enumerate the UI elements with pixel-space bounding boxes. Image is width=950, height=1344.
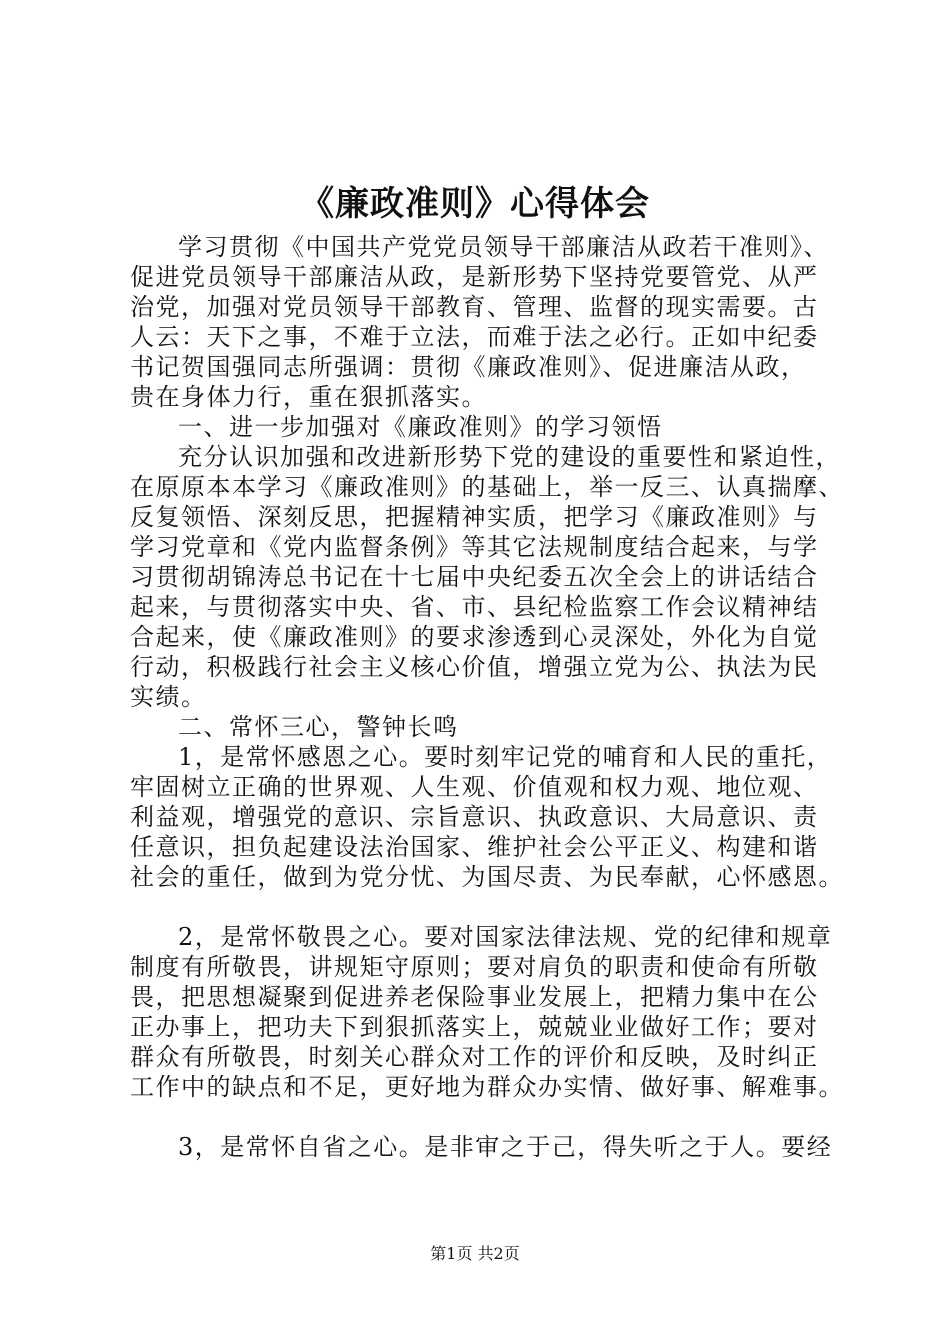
paragraph-1-line-5: 书记贺国强同志所强调：贯彻《廉政准则》、促进廉洁从政， xyxy=(130,353,807,381)
paragraph-2-line-7: 合起来，使《廉政准则》的要求渗透到心灵深处，外化为自觉 xyxy=(130,623,819,651)
paragraph-1-line-1: 学习贯彻《中国共产党党员领导干部廉洁从政若干准则》、 xyxy=(178,233,829,261)
document-title: 《廉政准则》心得体会 xyxy=(300,184,650,224)
section-heading-1: 一、进一步加强对《廉政准则》的学习领悟 xyxy=(178,413,663,441)
section-heading-2: 二、常怀三心，警钟长鸣 xyxy=(178,713,459,741)
paragraph-5-line-1: 3，是常怀自省之心。是非审之于己，得失听之于人。要经 xyxy=(178,1133,833,1161)
paragraph-2-line-8: 行动，积极践行社会主义核心价值，增强立党为公、执法为民 xyxy=(130,653,819,681)
paragraph-2-line-3: 反复领悟、深刻反思，把握精神实质，把学习《廉政准则》与 xyxy=(130,503,819,531)
paragraph-4-line-1: 2，是常怀敬畏之心。要对国家法律法规、党的纪律和规章 xyxy=(178,923,833,951)
paragraph-3-line-5: 社会的重任，做到为党分忧、为国尽责、为民奉献，心怀感恩。 xyxy=(130,863,844,891)
paragraph-4-line-4: 正办事上，把功夫下到狠抓落实上，兢兢业业做好工作；要对 xyxy=(130,1013,819,1041)
paragraph-2-line-2: 在原原本本学习《廉政准则》的基础上，举一反三、认真揣摩、 xyxy=(130,473,844,501)
paragraph-4-line-5: 群众有所敬畏，时刻关心群众对工作的评价和反映，及时纠正 xyxy=(130,1043,819,1071)
paragraph-1-line-2: 促进党员领导干部廉洁从政，是新形势下坚持党要管党、从严 xyxy=(130,263,819,291)
paragraph-3-line-3: 利益观，增强党的意识、宗旨意识、执政意识、大局意识、责 xyxy=(130,803,819,831)
paragraph-2-line-4: 学习党章和《党内监督条例》等其它法规制度结合起来，与学 xyxy=(130,533,819,561)
paragraph-3-line-2: 牢固树立正确的世界观、人生观、价值观和权力观、地位观、 xyxy=(130,773,819,801)
blank-line xyxy=(130,1102,830,1132)
paragraph-3-line-4: 任意识，担负起建设法治国家、维护社会公平正义、构建和谐 xyxy=(130,833,819,861)
paragraph-2-line-9: 实绩。 xyxy=(130,683,207,711)
paragraph-2-line-6: 起来，与贯彻落实中央、省、市、县纪检监察工作会议精神结 xyxy=(130,593,819,621)
paragraph-2-line-5: 习贯彻胡锦涛总书记在十七届中央纪委五次全会上的讲话结合 xyxy=(130,563,819,591)
page-footer: 第1页 共2页 xyxy=(430,1244,520,1263)
document-body xyxy=(130,232,844,1162)
paragraph-2-line-1: 充分认识加强和改进新形势下党的建设的重要性和紧迫性， xyxy=(178,443,841,471)
paragraph-4-line-6: 工作中的缺点和不足，更好地为群众办实情、做好事、解难事。 xyxy=(130,1073,844,1101)
paragraph-1-line-6: 贵在身体力行，重在狠抓落实。 xyxy=(130,383,487,411)
paragraph-1-line-3: 治党，加强对党员领导干部教育、管理、监督的现实需要。古 xyxy=(130,293,819,321)
blank-line xyxy=(130,892,830,922)
paragraph-4-line-2: 制度有所敬畏，讲规矩守原则；要对肩负的职责和使命有所敬 xyxy=(130,953,819,981)
paragraph-3-line-1: 1，是常怀感恩之心。要时刻牢记党的哺育和人民的重托， xyxy=(178,743,833,771)
paragraph-4-line-3: 畏，把思想凝聚到促进养老保险事业发展上，把精力集中在公 xyxy=(130,983,819,1011)
paragraph-1-line-4: 人云：天下之事，不难于立法，而难于法之必行。正如中纪委 xyxy=(130,323,819,351)
